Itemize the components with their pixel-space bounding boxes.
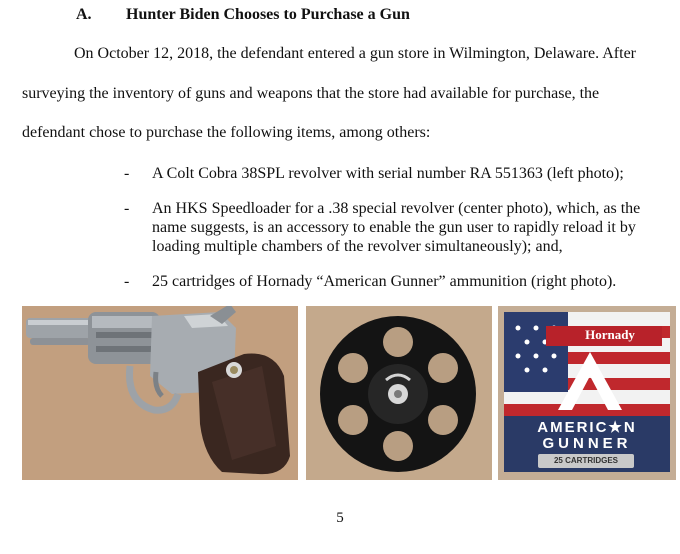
list-item-text: A Colt Cobra 38SPL revolver with serial number RA 551363 (left photo); [152,165,624,182]
speedloader-image [306,306,492,480]
revolver-photo [22,306,298,480]
speedloader-photo [306,306,492,480]
list-dash: - [124,273,130,290]
section-letter: A. [76,6,92,23]
ammunition-box-photo [498,306,676,480]
list-dash: - [124,165,130,182]
section-heading [76,6,410,24]
paragraph-line-3: defendant chose to purchase the following items, among others: [22,124,431,141]
list-item-text: An HKS Speedloader for a .38 special revolver (center photo), which, as the name suggests, is an accessory to enable the gun user to rapidly reload it by loading multiple chambers of the revolver simultaneously); and, [152,200,641,255]
list-dash: - [124,200,130,217]
revolver-image [22,306,298,480]
section-title: Hunter Biden Chooses to Purchase a Gun [126,6,410,23]
ammo-box-count: 25 CARTRIDGES [553,456,618,465]
list-item-text: 25 cartridges of Hornady “American Gunner” ammunition (right photo). [152,273,617,290]
ammo-box-line1: AMERIC★N [537,419,637,436]
ammo-box-brand: Hornady [585,327,635,342]
paragraph-line-2: surveying the inventory of guns and weapons that the store had available for purchase, the [22,85,600,102]
ammo-box-line2: GUNNER [542,435,632,452]
page-number: 5 [336,510,344,526]
paragraph-line-1: On October 12, 2018, the defendant entered a gun store in Wilmington, Delaware. After [74,45,636,62]
